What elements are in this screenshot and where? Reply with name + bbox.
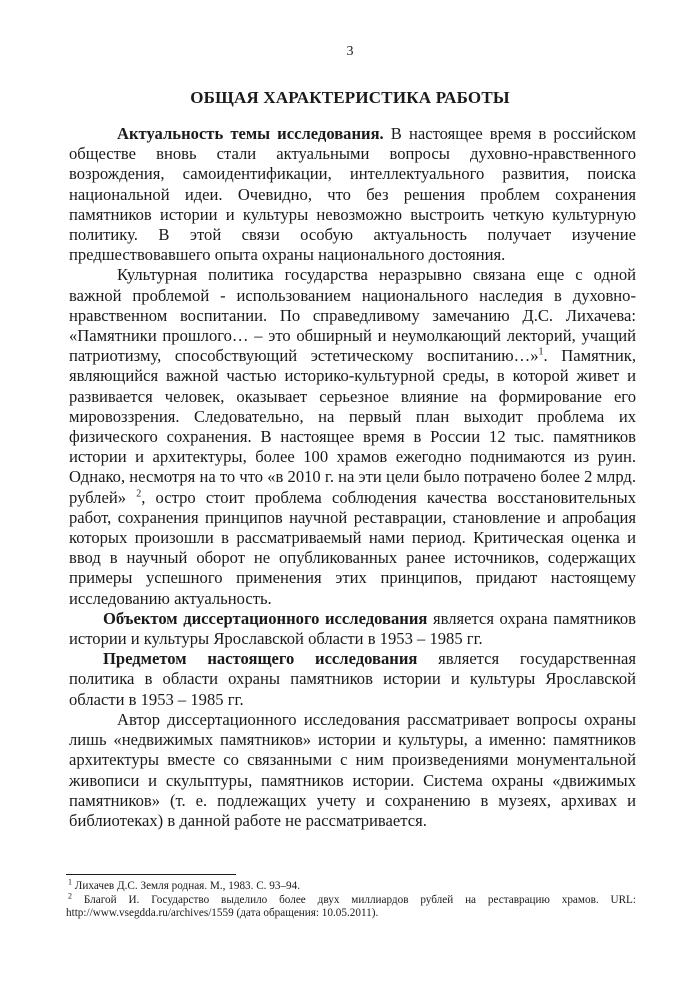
footnote-1 (66, 877, 636, 894)
paragraph-object-text: является охрана памятников истории и культуры Ярославской области в 1953 – 1985 гг. (69, 608, 636, 649)
paragraph-object (69, 609, 636, 649)
paragraph-cultural-policy-text-a: Культурная политика государства неразрывно связана еще с одной важной проблемой - использованием национального наследия в духовно-нравственном воспитании. По справедливому замечанию Д.С. Лихачева: «Памятники прошлого… – это обширный и неумолкающий лекторий, учащий патриотизму, способствующий эстетическому воспитанию…» (69, 265, 636, 366)
footnote-1-text: Лихачев Д.С. Земля родная. М., 1983. С. 93–94. (72, 880, 301, 892)
section-heading: ОБЩАЯ ХАРАКТЕРИСТИКА РАБОТЫ (190, 88, 510, 107)
paragraph-scope-text: Автор диссертационного исследования рассматривает вопросы охраны лишь «недвижимых памятников» истории и культуры, а именно: памятников архитектуры вместе со связанными с ним произведениями монументальной живописи и скульптуры, памятников истории. Система охраны «движимых памятников» (т. е. подлежащих учету и сохранению в музеях, архивах и библиотеках) в данной работе не рассматривается. (69, 709, 636, 830)
paragraph-subject (69, 649, 636, 710)
paragraph-relevance-lead: Актуальность темы исследования. (117, 124, 384, 143)
footnote-2 (66, 890, 636, 921)
footnote-divider (66, 874, 236, 875)
paragraph-subject-text: является государственная политика в области охраны памятников истории и культуры Ярославской области в 1953 – 1985 гг. (69, 649, 636, 709)
paragraph-cultural-policy-text-b: . Памятник, являющийся важной частью историко-культурной среды, в которой живет и развивается человек, оказывает серьезное влияние на формирование его мировоззрения. Следовательно, на первый план выходит проблема их физического сохранения. В настоящее время в России 12 тыс. памятников истории и архитектуры, более 100 храмов ежегодно поднимаются из руин. Однако, несмотря на то что «в 2010 г. на эти цели было потрачено более 2 млрд. рублей» (69, 346, 636, 507)
footnote-1-mark: 1 (68, 877, 72, 887)
footnote-ref-1: 1 (538, 346, 544, 358)
paragraph-subject-lead: Предметом настоящего исследования (103, 649, 418, 669)
paragraph-relevance (69, 124, 636, 265)
paragraph-relevance-text: В настоящее время в российском обществе вновь стали актуальными вопросы духовно-нравственного возрождения, самоидентификации, интеллектуального развития, поиска национальной идеи. Очевидно, что без решения проблем сохранения памятников истории и культуры невозможно выстроить четкую культурную политику. В этой связи особую актуальность получает изучение предшествовавшего опыта охраны национального достояния. (69, 124, 636, 265)
footnotes (66, 877, 636, 921)
footnote-2-mark: 2 (68, 890, 72, 900)
paragraph-scope (69, 710, 636, 831)
body-text (69, 124, 636, 831)
footnote-ref-2: 2 (136, 488, 142, 500)
footnote-2-text: Благой И. Государство выделило более двух миллиардов рублей на реставрацию храмов. URL: http://www.vsegdda.ru/archives/1559 (дата обращения: 10.05.2011). (66, 893, 636, 920)
page-number: 3 (346, 44, 354, 59)
paragraph-cultural-policy (69, 265, 636, 608)
paragraph-object-lead: Объектом диссертационного исследования (103, 608, 428, 628)
paragraph-cultural-policy-text-c: , остро стоит проблема соблюдения качества восстановительных работ, сохранения принципов научной реставрации, становление и апробация которых произошли в рассматриваемый нами период. Критическая оценка и ввод в научный оборот не опубликованных ранее источников, содержащих примеры успешного применения этих принципов, придают настоящему исследованию актуальность. (69, 487, 637, 608)
